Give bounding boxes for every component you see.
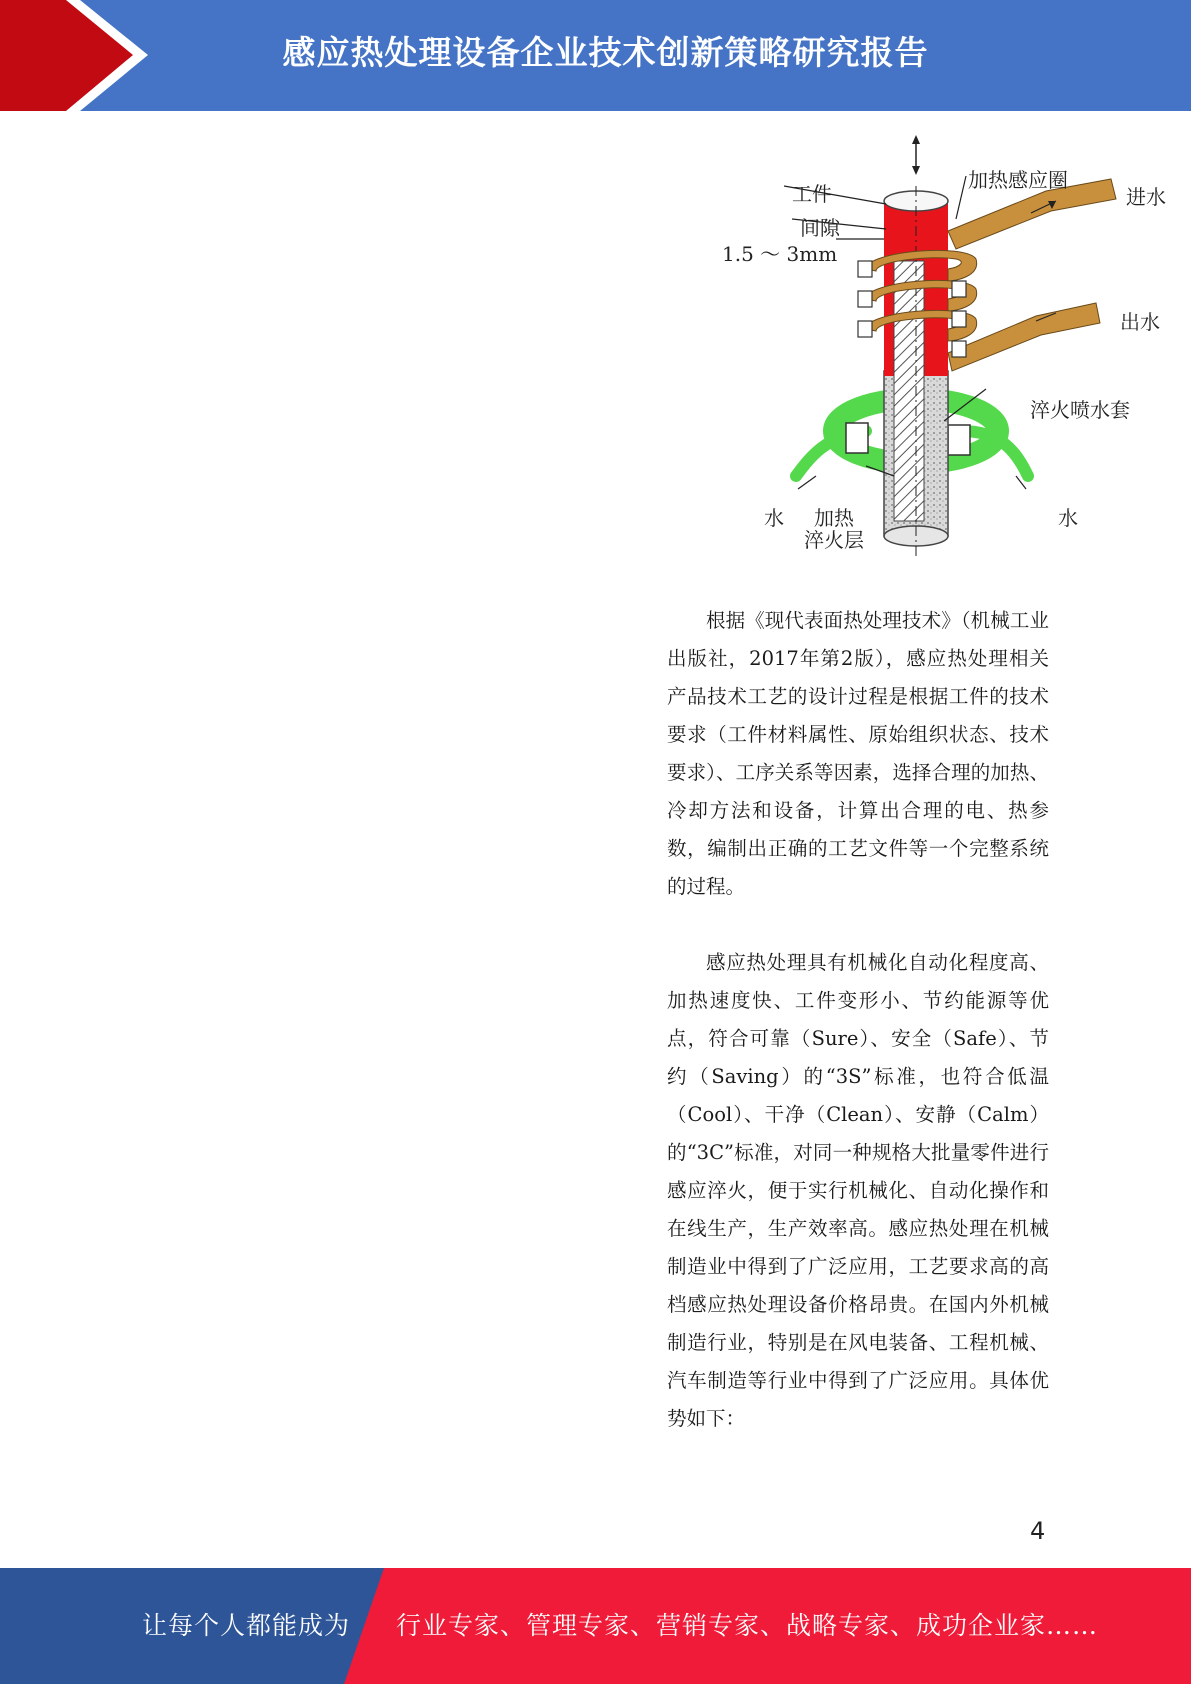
label-heating-coil: 加热感应圈 [968, 168, 1068, 192]
label-water-right: 水 [1058, 506, 1078, 530]
report-title: 感应热处理设备企业技术创新策略研究报告 [282, 33, 929, 72]
page-number: 4 [1030, 1517, 1046, 1545]
page-header [0, 0, 1191, 111]
diagram-drawing [716, 131, 1191, 561]
label-water-in: 进水 [1126, 185, 1166, 209]
paragraph-2: 感应热处理具有机械化自动化程度高、加热速度快、工件变形小、节约能源等优点，符合可靠（Sure）、安全（Safe）、节约（Saving）的“3S”标准，也符合低温（Cool）、干净（Clean）、安静（Calm）的“3C”标准，对同一种规格大批量零件进行感应淬火，便于实行机械化、自动化操作和在线生产，生产效率高。感应热处理在机械制造业中得到了广泛应用，工艺要求高的高档感应热处理设备价格昂贵。在国内外机械制造行业，特别是在风电装备、工程机械、汽车制造等行业中得到了广泛应用。具体优势如下： [667, 951, 1049, 1430]
label-gap-size: 1.5 ～ 3mm [722, 242, 838, 266]
label-gap: 间隙 [800, 216, 840, 240]
label-workpiece: 工件 [792, 182, 832, 206]
label-heated-layer-line2: 淬火层 [804, 528, 864, 552]
page-footer [0, 1568, 1191, 1684]
label-water-left: 水 [764, 506, 784, 530]
body-text [667, 602, 1049, 1438]
label-water-out: 出水 [1120, 310, 1160, 334]
label-quench-sleeve: 淬火喷水套 [1030, 398, 1130, 422]
footer-slogan-right: 行业专家、管理专家、营销专家、战略专家、成功企业家…… [396, 1611, 1099, 1640]
footer-slogan-left: 让每个人都能成为 [142, 1611, 351, 1640]
paragraph-1: 根据《现代表面热处理技术》（机械工业出版社，2017年第2版），感应热处理相关产品技术工艺的设计过程是根据工件的技术要求（工件材料属性、原始组织状态、技术要求）、工序关系等因素，选择合理的加热、冷却方法和设备，计算出合理的电、热参数，编制出正确的工艺文件等一个完整系统的过程。 [667, 609, 1049, 898]
label-heated-layer-line1: 加热 [814, 506, 854, 530]
induction-heating-diagram [716, 131, 1191, 561]
